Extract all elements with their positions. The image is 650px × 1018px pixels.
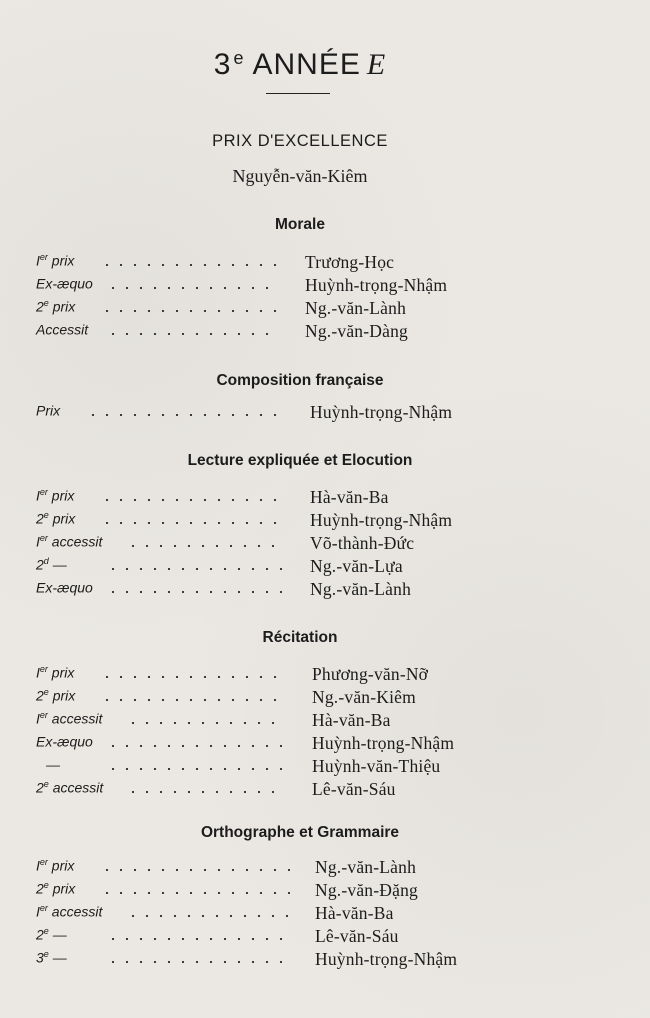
prize-winner: Hà-văn-Ba xyxy=(310,487,389,507)
prize-winner: Ng.-văn-Lựa xyxy=(310,556,403,576)
section-heading-lecture: Lecture expliquée et Elocution xyxy=(187,452,413,469)
leader-dots xyxy=(100,676,286,678)
section-heading-recitation: Récitation xyxy=(262,629,338,646)
section-heading-composition: Composition française xyxy=(216,372,384,389)
prize-label: 2e accessit xyxy=(36,779,104,796)
prize-label: 2e — xyxy=(36,926,67,943)
leader-dots xyxy=(106,333,278,335)
list-item xyxy=(0,880,650,902)
leader-dots xyxy=(126,791,286,793)
prize-winner: Huỳnh-trọng-Nhậm xyxy=(315,949,458,969)
leader-dots xyxy=(106,961,290,963)
section-heading-orthographe: Orthographe et Grammaire xyxy=(200,824,400,841)
list-item xyxy=(0,687,650,709)
prize-label: 2e prix xyxy=(36,298,76,315)
prize-winner: Trương-Học xyxy=(305,252,395,272)
list-item xyxy=(0,733,650,755)
leader-dots xyxy=(100,264,278,266)
leader-dots xyxy=(106,568,286,570)
prize-label: Accessit xyxy=(36,321,89,338)
list-item xyxy=(0,579,650,601)
section-letter: E xyxy=(366,48,387,81)
leader-dots xyxy=(100,699,286,701)
prize-label: Ex-æquo xyxy=(36,275,93,292)
page-title xyxy=(0,48,600,82)
prize-winner: Huỳnh-trọng-Nhậm xyxy=(312,733,455,753)
list-item xyxy=(0,756,650,778)
prize-label: Ier accessit xyxy=(36,710,103,727)
prize-label: 3e — xyxy=(36,949,67,966)
prize-label: 2e prix xyxy=(36,880,76,897)
list-item xyxy=(0,298,650,320)
leader-dots xyxy=(106,287,278,289)
prize-winner: Lê-văn-Sáu xyxy=(315,926,399,946)
leader-dots xyxy=(126,545,286,547)
prize-winner: Huỳnh-trọng-Nhậm xyxy=(305,275,448,295)
list-item xyxy=(0,949,650,971)
prize-winner: Huỳnh-văn-Thiệu xyxy=(312,756,441,776)
prize-label: 2$^d$ — xyxy=(36,556,67,573)
prize-winner: Phương-văn-Nỡ xyxy=(312,664,429,684)
list-item xyxy=(0,533,650,555)
excellence-label: PRIX D'EXCELLENCE xyxy=(212,132,388,150)
prize-winner: Huỳnh-trọng-Nhậm xyxy=(310,510,453,530)
prize-winner: Huỳnh-trọng-Nhậm xyxy=(310,402,453,422)
prize-winner: Ng.-văn-Kiêm xyxy=(312,687,416,707)
prize-label: Ier accessit xyxy=(36,533,103,550)
leader-dots xyxy=(126,722,286,724)
prize-winner: Ng.-văn-Đặng xyxy=(315,880,418,900)
list-item xyxy=(0,510,650,532)
list-item xyxy=(0,252,650,274)
leader-dots xyxy=(100,892,290,894)
prize-label: — xyxy=(46,756,60,773)
prize-label: Ex-æquo xyxy=(36,579,93,596)
list-item xyxy=(0,402,650,424)
list-item xyxy=(0,779,650,801)
prize-label: Ier prix xyxy=(36,857,75,874)
prize-label: Ier prix xyxy=(36,487,75,504)
leader-dots xyxy=(106,768,286,770)
prize-winner: Hà-văn-Ba xyxy=(312,710,391,730)
leader-dots xyxy=(106,938,290,940)
prize-winner: Lê-văn-Sáu xyxy=(312,779,396,799)
prize-winner: Ng.-văn-Lành xyxy=(310,579,412,599)
prize-label: Ier accessit xyxy=(36,903,103,920)
prize-label: 2e prix xyxy=(36,687,76,704)
prize-label: Ier prix xyxy=(36,664,75,681)
list-item xyxy=(0,903,650,925)
leader-dots xyxy=(100,499,286,501)
prize-label: Ier prix xyxy=(36,252,75,269)
list-item xyxy=(0,556,650,578)
section-heading-morale: Morale xyxy=(275,216,325,233)
prize-label: Ex-æquo xyxy=(36,733,93,750)
annee-word: ANNÉE xyxy=(252,48,361,81)
class-number: 3 xyxy=(213,48,232,81)
leader-dots xyxy=(100,522,286,524)
prize-winner: Võ-thành-Đức xyxy=(310,533,415,553)
prize-winner: Ng.-văn-Lành xyxy=(305,298,407,318)
leader-dots xyxy=(100,869,290,871)
prize-winner: Ng.-văn-Lành xyxy=(315,857,417,877)
title-divider xyxy=(266,93,330,94)
list-item xyxy=(0,487,650,509)
list-item xyxy=(0,321,650,343)
leader-dots xyxy=(106,745,286,747)
prize-winner: Hà-văn-Ba xyxy=(315,903,394,923)
leader-dots xyxy=(106,591,286,593)
list-item xyxy=(0,275,650,297)
prize-winner: Ng.-văn-Dàng xyxy=(305,321,408,341)
prize-label: Prix xyxy=(36,402,61,419)
leader-dots xyxy=(86,414,286,416)
prize-label: 2e prix xyxy=(36,510,76,527)
list-item xyxy=(0,857,650,879)
leader-dots xyxy=(126,915,290,917)
excellence-winner: Nguyễn-văn-Kiêm xyxy=(232,166,368,186)
list-item xyxy=(0,926,650,948)
list-item xyxy=(0,710,650,732)
leader-dots xyxy=(100,310,278,312)
class-number-sup: e xyxy=(233,48,245,68)
list-item xyxy=(0,664,650,686)
